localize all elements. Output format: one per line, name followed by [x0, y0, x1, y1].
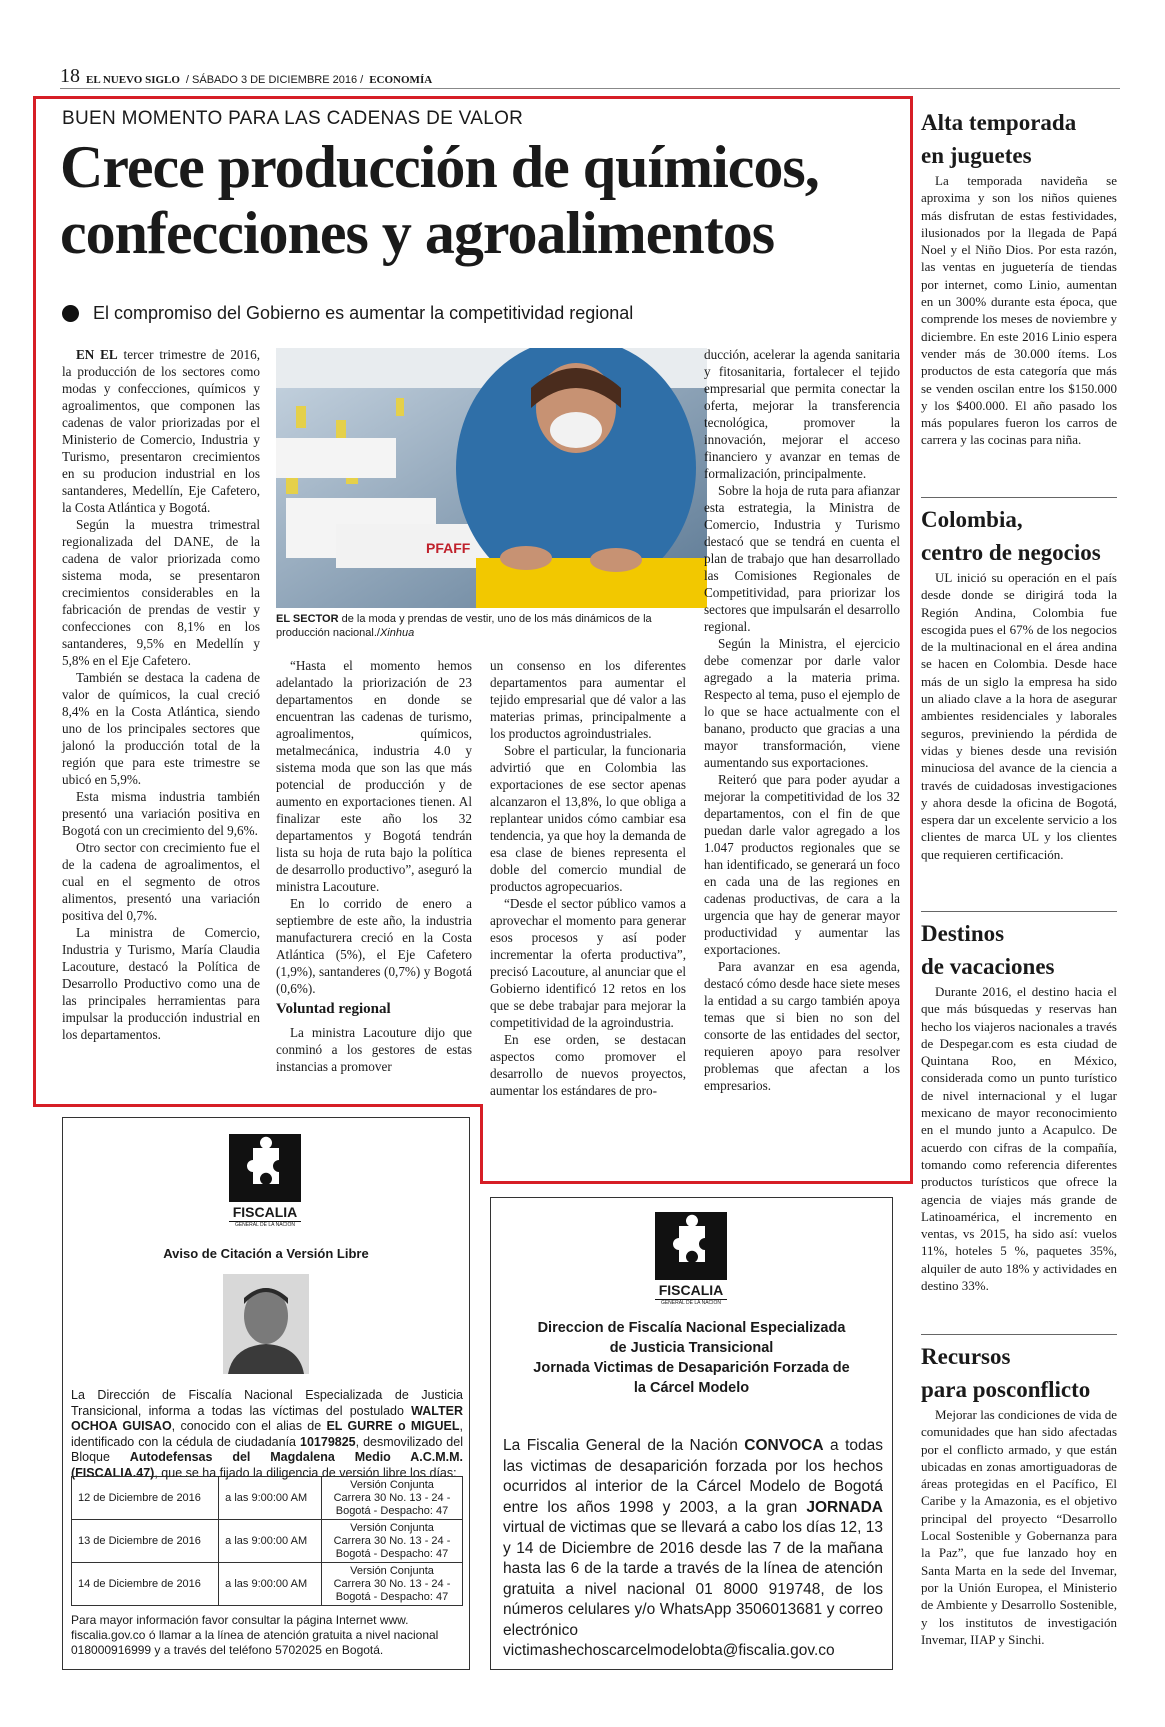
venue-cell: [322, 1563, 463, 1606]
table-row: [72, 1477, 463, 1520]
paragraph: Para avanzar en esa agenda, destacó cómo desde hace siete meses la entidad a su cargo también apoya temas que si bien no son del consorte de las entidades del sector, requieren apoyo para resolver problemas que afectan a los empresarios.: [704, 959, 900, 1093]
paragraph: ducción, acelerar la agenda sanitaria y fitosanitaria, fortalecer el tejido empresarial que permita conectar la oferta, mejorar la transferencia tecnológica, promover la innovación, mejorar el acceso financiero y avanzar en temas de formalización, principalmente.: [704, 347, 900, 481]
article-column-4: [704, 346, 900, 1094]
article-photo: [276, 348, 707, 608]
ad-body-text: virtual de victimas que se llevará a cabo los días 12, 13 y 14 de Diciembre de 2016 desde las 7 de la mañana hasta las 6 de la tarde a través de la línea de atención gratuita a nivel nacional 01 8000 919748, de los números celulares y/o WhatsApp 3506013681 y correo electrónico victimashechoscarcelmodelobta@fiscalia.gov.co: [503, 1519, 883, 1659]
schedule-table: [71, 1476, 463, 1606]
issue-date: / SÁBADO 3 DE DICIEMBRE 2016 /: [185, 74, 364, 86]
section-name: ECONOMÍA: [369, 74, 433, 86]
sidebar-divider: [921, 911, 1117, 912]
caption-lead: EL SECTOR: [276, 613, 339, 625]
jornada-word: JORNADA: [806, 1498, 883, 1516]
brief-title-line: para posconflicto: [921, 1377, 1091, 1402]
venue-line: Carrera 30 No. 13 - 24 -: [333, 1491, 451, 1504]
ad-body: [503, 1436, 883, 1662]
article-column-2: [276, 657, 472, 1075]
ad-title: [491, 1318, 892, 1398]
venue-cell: [322, 1477, 463, 1520]
ad-title-line: la Cárcel Modelo: [633, 1380, 750, 1396]
article-kicker: BUEN MOMENTO PARA LAS CADENAS DE VALOR: [62, 108, 524, 129]
puzzle-piece-icon: [229, 1134, 301, 1202]
article-dek: [62, 303, 633, 324]
masthead: [60, 64, 1120, 86]
paragraph: Esta misma industria también presentó una variación positiva en Bogotá con un crecimiento del 9,6%.: [62, 789, 260, 838]
page-number: 18: [60, 65, 80, 87]
time-cell: a las 9:00:00 AM: [219, 1563, 322, 1606]
brief-body: UL inició su operación en el país desde donde se dirigirá toda la Región Andina, Colombia fue escogida pues el 67% de los negocios de la multinacional en el área andina se hacen en Colombia. Desde hace más de un siglo la empresa ha sido un aliado clave a la hora de asegurar ambientes residenciales y laborales seguros, previniendo la pérdida de vidas y bienes desde una revisión minuciosa del avance de la ciencia a través de cuidadosas investigaciones y ahora desde la oficina de Bogotá, espera dar un excelente servicio a los clientes de marca UL y los clientes que requieren certificación.: [921, 570, 1117, 862]
logo-label: FISCALIA: [658, 1282, 724, 1298]
ad-body-text: , conocido con el alias de: [171, 1419, 327, 1433]
convoca-word: CONVOCA: [744, 1437, 824, 1454]
venue-line: Bogotá - Despacho: 47: [335, 1590, 449, 1603]
ad-body-text: , que se ha fijado la diligencia de versión libre los días:: [154, 1465, 457, 1480]
logo-label: FISCALIA: [232, 1204, 298, 1220]
postulant-id: 10179825: [300, 1434, 356, 1449]
bullet-icon: [62, 305, 79, 322]
highlight-frame-edge: [33, 1104, 483, 1107]
paragraph: La ministra Lacouture dijo que conminó a los gestores de estas instancias a promover: [276, 1025, 472, 1074]
brief-title-line: en juguetes: [921, 143, 1032, 168]
brief-toys: [921, 106, 1117, 449]
paper-name: EL NUEVO SIGLO: [86, 74, 180, 86]
postulant-name: WALTER OCHOA GUISAO: [71, 1403, 463, 1433]
ad-body-text: , desmovilizado del Bloque: [71, 1434, 463, 1464]
photo-caption: [276, 612, 707, 640]
brief-title-line: Alta temporada: [921, 110, 1077, 135]
ad-body: [71, 1388, 463, 1481]
fiscalia-ad-jornada: [490, 1197, 893, 1670]
paragraph: En lo corrido de enero a septiembre de este año, la industria manufacturera creció en la Costa Atlántica (5%), el Eje Cafetero (1,9%), santanderes (0,7%) y Bogotá (0,6%).: [276, 896, 472, 996]
fiscalia-ad-citation: [62, 1117, 470, 1670]
brief-title: [921, 1340, 1117, 1406]
fiscalia-logo: [655, 1212, 727, 1306]
ad-body-text: La Fiscalia General de la Nación: [503, 1437, 745, 1454]
brief-title-line: de vacaciones: [921, 954, 1055, 979]
highlight-frame-edge: [480, 1181, 913, 1184]
paragraph: Otro sector con crecimiento fue el de la cadena de agroalimentos, el cual en el segmento de otros alimentos, presentó una variación positiva del 0,7%.: [62, 840, 260, 923]
paragraph: un consenso en los diferentes departamentos para aumentar el tejido empresarial que dé valor a las materias primas, principalmente a los productos agroindustriales.: [490, 658, 686, 741]
brief-title-line: Colombia,: [921, 507, 1023, 532]
brief-title: [921, 503, 1117, 569]
table-row: [72, 1520, 463, 1563]
caption-text: de la moda y prendas de vestir, uno de los más dinámicos de la producción nacional./: [276, 613, 652, 639]
paragraph: Según la muestra trimestral regionalizada del DANE, de la cadena de valor priorizada como sistema moda, se presentaron crecimientos considerables en la fabricación de prendas de vestir y confecciones con 8,1% en los santanderes, 9,5% en Medellín y 5,8% en el Eje Cafetero.: [62, 517, 260, 668]
date-cell: 13 de Diciembre de 2016: [72, 1520, 219, 1563]
ad-title-line: Jornada Victimas de Desaparición Forzada de: [533, 1360, 850, 1376]
dek-text: El compromiso del Gobierno es aumentar la competitividad regional: [93, 303, 634, 323]
article-headline: [60, 134, 910, 266]
brief-title: [921, 917, 1117, 983]
ad-title-line: Direccion de Fiscalía Nacional Especializada: [537, 1320, 846, 1336]
sidebar-divider: [921, 497, 1117, 498]
machine-brand: PFAFF: [426, 540, 471, 556]
person-photo: [223, 1274, 309, 1374]
lead-in: EN EL: [76, 347, 118, 362]
highlight-frame-edge: [480, 1104, 483, 1184]
brief-body: Mejorar las condiciones de vida de comunidades que han sido afectadas por el conflicto armado, y que están ubicadas en zonas amortiguadoras de áreas protegidas en el Pacífico, El Caribe y la Amazonia, es el objetivo principal del proyecto “Desarrollo Local Sostenible y Gobernanza para la Paz”, que fue lanzado hoy en Santa Marta en la sede del Invemar, por la Unión Europea, el Ministerio de Ambiente y Desarrollo Sostenible, y los institutos de investigación Invemar, IIAP y Sinchi.: [921, 1407, 1117, 1647]
brief-destinations: [921, 917, 1117, 1294]
brief-business: [921, 503, 1117, 863]
date-cell: 12 de Diciembre de 2016: [72, 1477, 219, 1520]
ad-title-line: de Justicia Transicional: [609, 1340, 774, 1356]
paragraph-text: tercer trimestre de 2016, la producción de los sectores como modas y confecciones, químicos y agroalimentos, que componen las cadenas de valor priorizadas por el Ministerio de Comercio, Industria y Turismo, presentaron crecimientos en su producion industrial en los santanderes, Medellín, Eje Cafetero, la Costa Atlántica y Bogotá.: [62, 347, 260, 515]
brief-title-line: Destinos: [921, 921, 1005, 946]
ad-footer: Para mayor información favor consultar la página Internet www. fiscalia.gov.co ó llamar a la línea de atención gratuita a nivel nacional 018000916999 y a través del teléfono 5702025 en Bogotá.: [71, 1613, 439, 1657]
venue-line: Carrera 30 No. 13 - 24 -: [333, 1534, 451, 1547]
ad-body-text: a todas las victimas de desaparición forzada por los hechos ocurridos al interior de la Cárcel Modelo de Bogotá entre los años 1998 y 2003, a la gran: [503, 1437, 883, 1516]
brief-title: [921, 106, 1117, 172]
paragraph: Sobre el particular, la funcionaria advirtió que en Colombia las exportaciones de ese sector apenas alcanzaron el 13,8%, lo que obliga a replantear unidos cómo cambiar esa tendencia, ya que hoy la demanda de esa clase de bienes representa el doble del comercio mundial de productos agropecuarios.: [490, 743, 686, 894]
venue-line: Versión Conjunta: [350, 1478, 434, 1491]
masthead-rule: [60, 88, 1120, 89]
article-column-3: [490, 657, 686, 1099]
highlight-frame-edge: [910, 96, 913, 1184]
time-cell: a las 9:00:00 AM: [219, 1477, 322, 1520]
venue-line: Versión Conjunta: [350, 1521, 434, 1534]
paragraph: La ministra de Comercio, Industria y Turismo, María Claudia Lacouture, destacó la Política de Desarrollo Productivo como una de las principales herramientas para impulsar la producción industrial en los departamentos.: [62, 925, 260, 1042]
headline-line: Crece producción de químicos,: [60, 134, 819, 200]
ad-body-text: La Dirección de Fiscalía Nacional Especializada de Justicia Transicional, informa a todas las víctimas del postulado: [71, 1388, 463, 1418]
paragraph: [62, 346, 260, 516]
bloque-name: Autodefensas del Magdalena Medio A.C.M.M. (FISCALIA.47): [71, 1450, 463, 1480]
subheading: Voluntad regional: [276, 1001, 391, 1017]
puzzle-piece-icon: [655, 1212, 727, 1280]
article-column-1: [62, 346, 260, 1043]
sidebar-divider: [921, 1334, 1117, 1335]
paragraph: “Hasta el momento hemos adelantado la priorización de 23 departamentos en donde se encuentran las cadenas de turismo, agroalimentos, químicos, metalmecánica, industria 4.0 y sistema moda que son las que más potencial de producción y de aumento en exportaciones tienen. Al finalizar este año los 32 departamentos y Bogotá tendrán lista su hoja de ruta bajo la política de desarrollo productivo”, aseguró la ministra Lacouture.: [276, 658, 472, 894]
photo-credit: Xinhua: [379, 627, 415, 639]
table-row: [72, 1563, 463, 1606]
paragraph: Sobre la hoja de ruta para afianzar esta estrategia, la Ministra de Comercio, Industria y Turismo destacó que se tendrá en cuenta el plan de trabajo que han desarrollado las Comisiones Regionales de Competitividad, para priorizar los sectores que impulsarán el desarrollo regional.: [704, 483, 900, 634]
paragraph: En ese orden, se destacan aspectos como promover el desarrollo de nuevos proyectos, aumentar los estándares de pro-: [490, 1032, 686, 1098]
paragraph: “Desde el sector público vamos a aprovechar el momento para generar esos procesos y así poder incrementar la oferta productiva”, precisó Lacouture, al anunciar que el Gobierno identificó 12 retos en los que se debe trabajar para mejorar la competitividad de la agroindustria.: [490, 896, 686, 1030]
venue-cell: [322, 1520, 463, 1563]
logo-sublabel: GENERAL DE LA NACION: [229, 1221, 301, 1228]
venue-line: Bogotá - Despacho: 47: [335, 1547, 449, 1560]
paragraph: Según la Ministra, el ejercicio debe comenzar por darle valor agregado a la materia prima. Respecto al tema, puso el ejemplo de lo que se hace actualmente con el banano, producto que gracias a una mayor transformación, viene aumentando sus exportaciones.: [704, 636, 900, 770]
paragraph: También se destaca la cadena de valor de químicos, la cual creció 8,4% en la Costa Atlántica, siendo uno de los principales sectores que jalonó la producción total de la región que para este trimestre se ubicó en 5,9%.: [62, 670, 260, 787]
brief-postconflict: [921, 1340, 1117, 1648]
paragraph: Reiteró que para poder ayudar a mejorar la competitividad de los 32 departamentos, con el fin de que puedan darle valor agregado a los 1.047 productos regionales que se han identificado, se generará un foco en cada una de las regiones en cadenas productivas, de cara a la urgencia que hay de generar mayor productividad y aumentar las exportaciones.: [704, 772, 900, 957]
brief-title-line: Recursos: [921, 1344, 1011, 1369]
brief-title-line: centro de negocios: [921, 540, 1101, 565]
ad-body-text: , identificado con la cédula de ciudadanía: [71, 1419, 463, 1449]
fiscalia-logo: [229, 1134, 301, 1228]
brief-body: Durante 2016, el destino hacia el que más búsquedas y reservas han hecho los viajeros nacionales a través de Despegar.com es esta ciudad de Quintana Roo, en México, considerada como un punto turístico de nivel internacional y el lugar mexicano de mayor reconocimiento en el mundo junto a Acapulco. De acuerdo con cifras de la compañía, tomando como referencia diferentes productos turísticos que ofrece la agencia de viajes más grande de Latinoamérica, el incremento en ventas, vs 2015, ha sido así: vuelos 11%, hoteles 5 %, paquetes 35%, alquiler de auto 18% y actividades en destino 33%.: [921, 984, 1117, 1294]
venue-line: Carrera 30 No. 13 - 24 -: [333, 1577, 451, 1590]
logo-sublabel: GENERAL DE LA NACION: [655, 1299, 727, 1306]
venue-line: Bogotá - Despacho: 47: [335, 1504, 449, 1517]
venue-line: Versión Conjunta: [350, 1564, 434, 1577]
date-cell: 14 de Diciembre de 2016: [72, 1563, 219, 1606]
postulant-alias: EL GURRE o MIGUEL: [326, 1419, 460, 1433]
seamstress-photo: [276, 348, 707, 608]
headline-line: confecciones y agroalimentos: [60, 200, 775, 266]
brief-body: La temporada navideña se aproxima y son los niños quienes más disfrutan de estas festividades, ilusionados por la llegada de Papá Noel y el Niño Dios. Por esta razón, las ventas en juguetería de tiendas por internet, como Linio, aumentan en un 300% durante esta época, que comprende los meses de noviembre y diciembre. En este 2016 Linio espera vender más de 30.000 ítems. Los productos de esta categoría que más se venden oscilan entre los $150.000 y los $400.000. El año pasado los más populares fueron los carros de carrera y las cocinas para niña.: [921, 173, 1117, 448]
time-cell: a las 9:00:00 AM: [219, 1520, 322, 1563]
ad-title: Aviso de Citación a Versión Libre: [163, 1246, 369, 1261]
